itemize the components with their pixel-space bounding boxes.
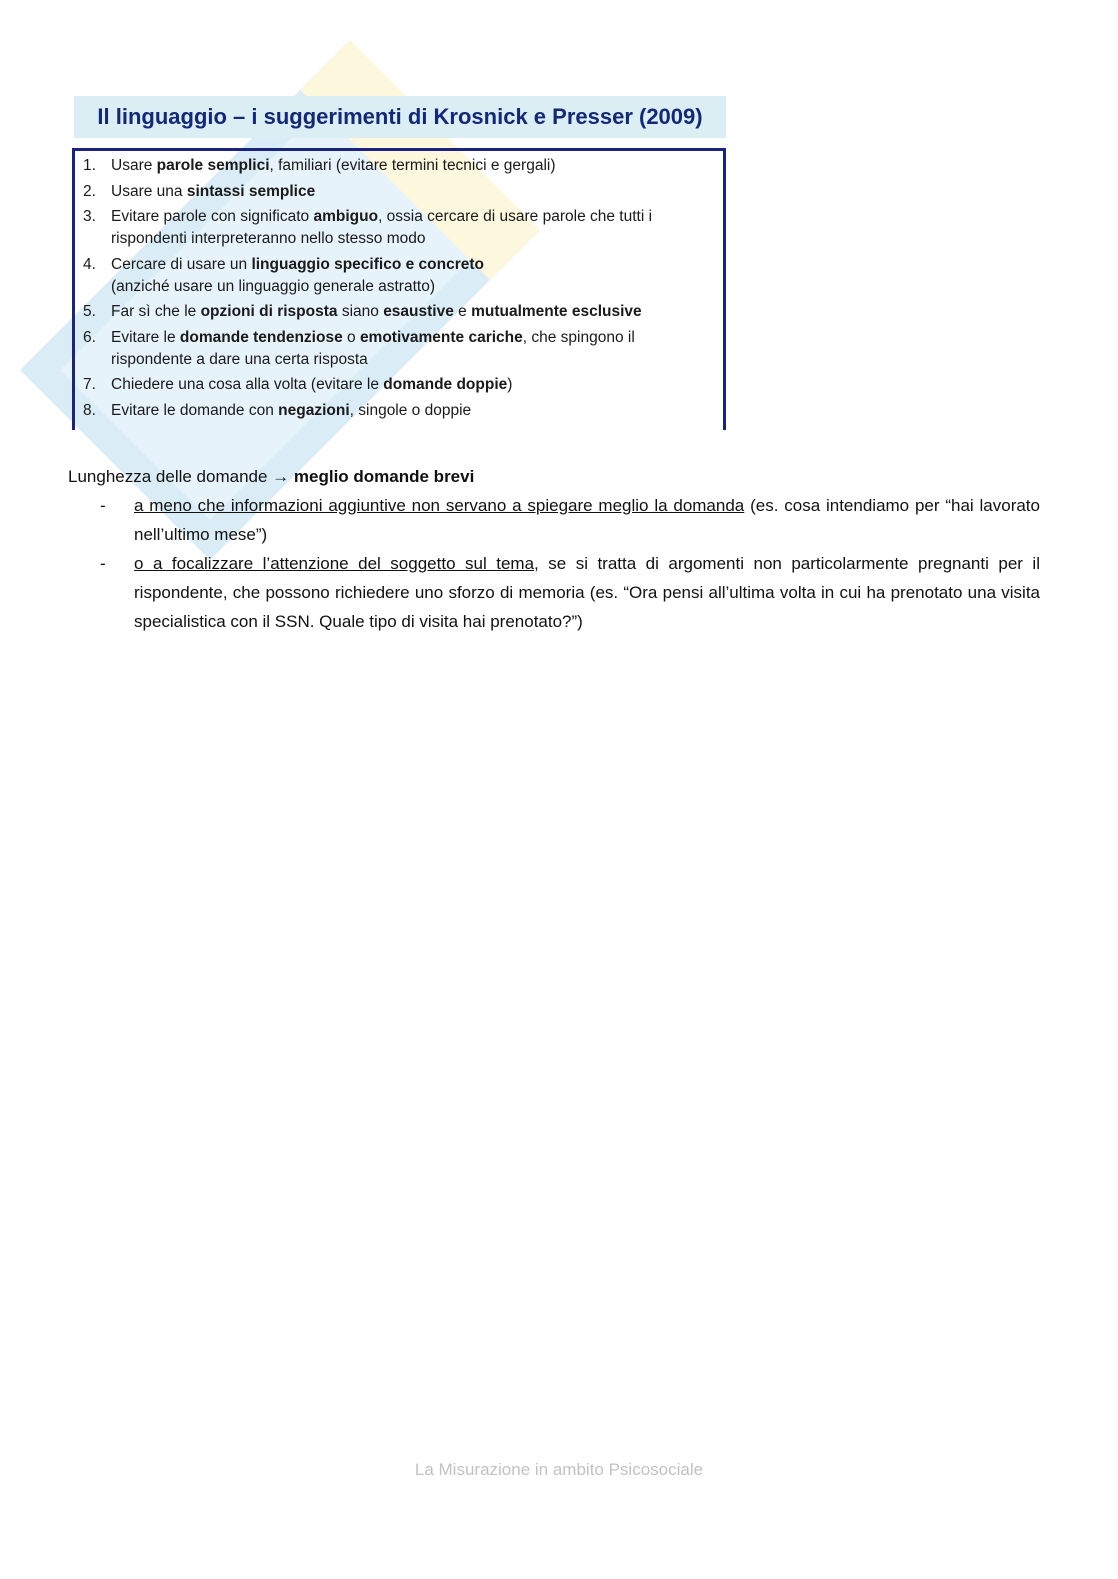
item-number: 5. [83, 303, 96, 320]
bullet-dash: - [100, 554, 106, 573]
length-bullets [68, 491, 1040, 636]
suggestion-item [83, 327, 693, 371]
suggestion-item [83, 155, 693, 177]
bullet-text [134, 491, 1040, 549]
text-span: , se si tratta di argomenti non particolarmente pregnanti per il rispondente, che possono richiedere uno sforzo di memoria (es. “Ora pensi all’ultima volta in cui ha prenotato una visita specialistica con il SSN. Quale tipo di visita hai prenotato?”) [134, 554, 1040, 631]
text-span: Evitare le [111, 328, 180, 346]
text-span: , che spingono il rispondente a dare una certa risposta [111, 328, 635, 368]
suggestion-item [83, 181, 693, 203]
item-number: 6. [83, 328, 96, 346]
bold-text: linguaggio specifico e concreto [251, 255, 484, 273]
text-span: Evitare parole con significato [111, 208, 314, 225]
suggestion-item [83, 301, 693, 323]
item-text [111, 301, 642, 323]
item-text [111, 206, 693, 250]
text-span: (es. cosa intendiamo per “hai lavorato nell’ultimo mese”) [134, 496, 1040, 544]
item-number: 1. [83, 157, 96, 174]
length-heading-prefix: Lunghezza delle domande → [68, 467, 294, 486]
text-span: , familiari (evitare termini tecnici e gergali) [269, 157, 556, 174]
bold-text: emotivamente cariche [359, 328, 523, 346]
item-number: 3. [83, 208, 96, 225]
text-span: o [342, 328, 360, 346]
bold-text: negazioni [278, 401, 350, 419]
item-text [111, 374, 512, 396]
bullet-item [68, 491, 1040, 549]
underlined-text: o a focalizzare l’attenzione del soggetto sul tema [134, 554, 535, 573]
underlined-text: a meno che informazioni aggiuntive non servano a spiegare meglio la domanda [134, 496, 745, 515]
suggestion-item [83, 254, 693, 298]
item-number: 2. [83, 182, 96, 200]
item-number: 8. [83, 401, 96, 419]
slide-suggestions-box [72, 148, 726, 430]
text-span: siano [337, 303, 384, 320]
bold-text: opzioni di risposta [200, 303, 338, 320]
text-span: , singole o doppie [349, 401, 472, 419]
suggestion-item [83, 206, 693, 250]
slide-title: Il linguaggio – i suggerimenti di Krosnick e Presser (2009) [74, 96, 726, 138]
length-heading [68, 462, 1040, 491]
bullet-dash: - [100, 496, 106, 515]
bold-text: parole semplici [156, 157, 270, 174]
text-span: Evitare le domande con [111, 401, 279, 419]
text-span: , ossia cercare di usare parole che tutti i rispondenti interpreteranno nello stesso modo [111, 208, 653, 247]
item-text [111, 327, 693, 371]
item-number: 7. [83, 376, 96, 393]
page-footer: La Misurazione in ambito Psicosociale [414, 1460, 704, 1479]
text-span: Chiedere una cosa alla volta (evitare le [111, 376, 384, 393]
item-text [111, 254, 484, 298]
text-span: Usare una [111, 182, 187, 200]
text-span: Far sì che le [111, 303, 201, 320]
suggestions-list [83, 155, 693, 422]
text-span: (anziché usare un linguaggio generale astratto) [111, 277, 435, 295]
bold-text: domande doppie [383, 376, 508, 393]
bold-text: mutualmente esclusive [471, 303, 642, 320]
bold-text: sintassi semplice [186, 182, 316, 200]
text-span: e [453, 303, 472, 320]
body-text [68, 462, 1040, 636]
length-heading-bold: meglio domande brevi [293, 467, 475, 486]
text-span: Usare [111, 157, 157, 174]
bold-text: esaustive [383, 303, 454, 320]
bold-text: domande tendenziose [179, 328, 343, 346]
item-text [111, 400, 471, 422]
item-number: 4. [83, 255, 96, 273]
bold-text: ambiguo [313, 208, 379, 225]
suggestion-item [83, 400, 693, 422]
item-text [111, 181, 315, 203]
text-span: Cercare di usare un [111, 255, 252, 273]
item-text [111, 155, 556, 177]
bullet-item [68, 549, 1040, 636]
bullet-text [134, 549, 1040, 636]
suggestion-item [83, 374, 693, 396]
text-span: ) [507, 376, 513, 393]
